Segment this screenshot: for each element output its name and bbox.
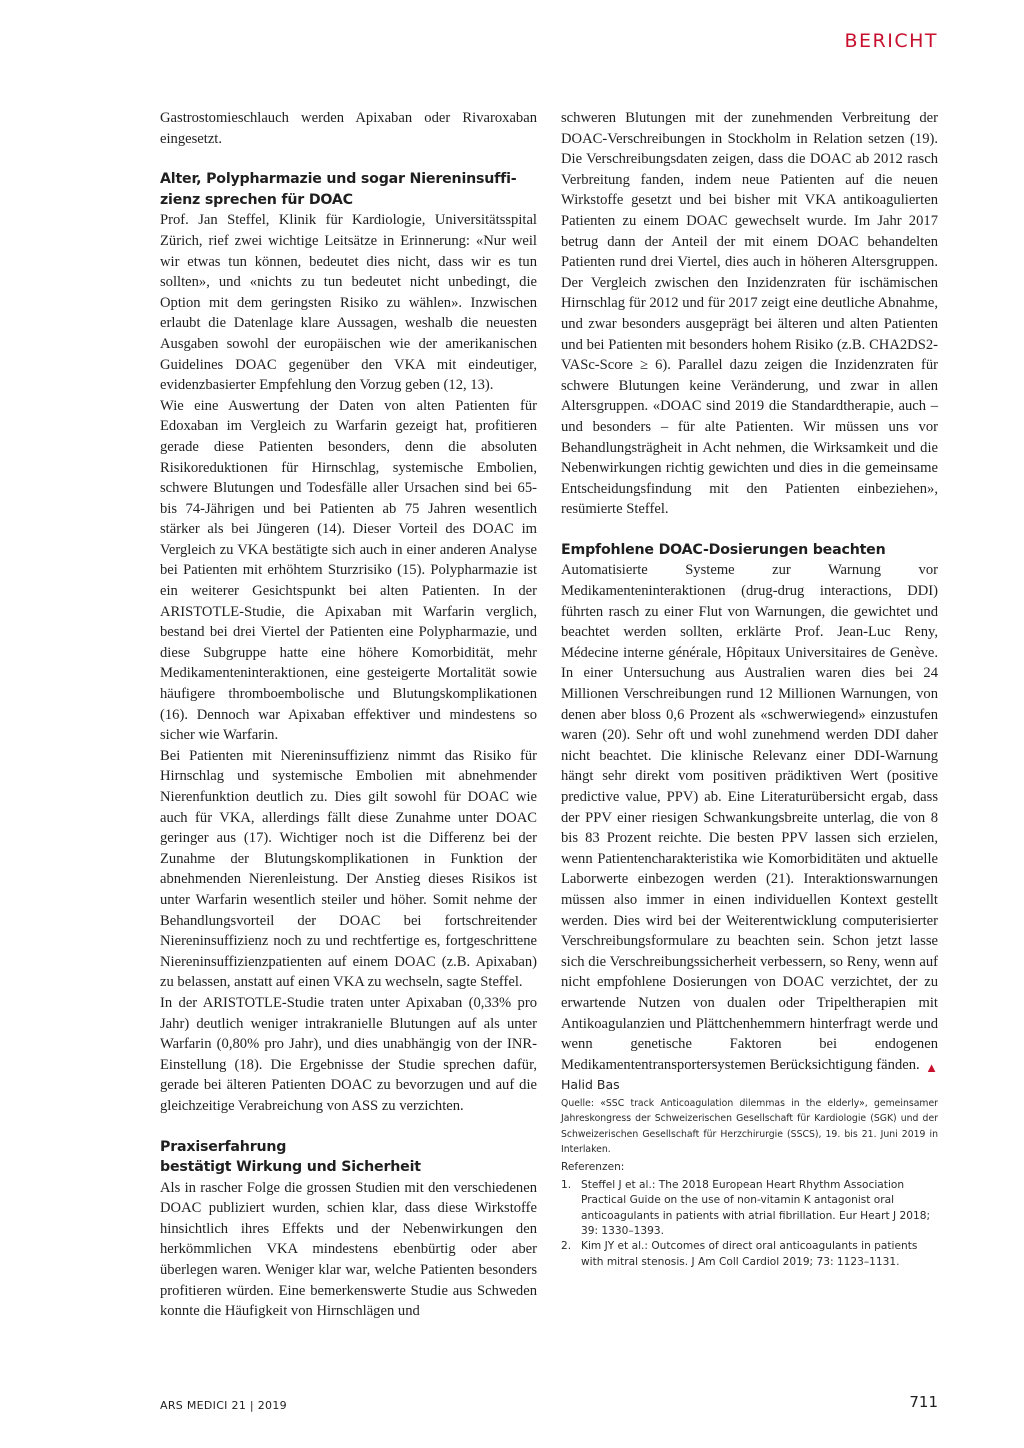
- section-heading: [160, 169, 537, 210]
- paragraph-text: Automatisierte Systeme zur Warnung vor Medikamenteninteraktionen (drug-drug interactions, DDI) führten rasch zu einer Flut von Warnungen, die gewichtet und beachtet werden sollten, erklärte Prof. Jean-Luc Reny, Médecine interne générale, Hôpitaux Universitaires de Genève. In einer Untersuchung aus Australien waren dies bei 24 Millionen Verschreibungen rund 12 Millionen Warnungen, von denen aber bloss 0,6 Prozent als «schwerwiegend» einzustufen waren (20). Sehr oft und wohl zunehmend werden DDI daher nicht beachtet. Die klinische Relevanz einer DDI-Warnung hängt sehr direkt vom positiven prädiktiven Wert (positive predictive value, PPV) ab. Eine Literaturübersicht ergab, dass der PPV einer riesigen Schwankungsbreite unterlag, die von 8 bis 83 Prozent reichte. Die besten PPV lassen sich erzielen, wenn Patientencharakteristika wie Komorbiditäten und aktuelle Laborwerte einbezogen werden (21). Interaktionswarnungen müssen also immer in einen individuellen Kontext gestellt werden. Dies wird bei der Weiterentwicklung computerisierter Verschreibungsformulare zu beachten sein. Schon jetzt lasse sich die Verschreibungssicherheit verbessern, so Reny, wenn auf nicht empfohlene Dosierungen von DOAC verzichtet, der zu erwartende Nutzen von dualen oder Tripeltherapien mit Antikoagulanzien und Plättchenhemmern hinterfragt werde und wenn genetische Faktoren bei endogenen Medikamententransportersystemen Berücksichtigung fänden.: [561, 562, 938, 1073]
- page-number: 711: [909, 1393, 938, 1411]
- heading-line: bestätigt Wirkung und Sicherheit: [160, 1159, 421, 1176]
- paragraph: schweren Blutungen mit der zunehmenden Verbreitung der DOAC-Verschreibungen in Stockholm in Relation setzen (19). Die Verschreibungsdaten zeigen, dass die DOAC ab 2012 rasch Verbreitung fanden, indem neue Patienten auf die neuen Wirkstoffe gesetzt und bei bisher mit VKA antikoagulierten Patienten zu einem DOAC gewechselt wurde. Im Jahr 2017 betrug dann der Anteil der mit einem DOAC behandelten Patienten rund drei Viertel, dies auch in höheren Altersgruppen. Der Vergleich zwischen den Inzidenzraten für ischämischen Hirnschlag für 2012 und für 2017 zeigt eine deutliche Abnahme, und zwar besonders ausgeprägt bei älteren und alten Patienten und bei Patienten mit besonders hohem Risiko (z.B. CHA2DS2-VASc-Score ≥ 6). Parallel dazu zeigen die Inzidenzraten für schwere Blutungen keine Veränderung, und zwar in allen Altersgruppen. «DOAC sind 2019 die Standardtherapie, auch – und besonders – für alte Patienten. Wir müssen uns vor Behandlungsträgheit in Acht nehmen, die Wirksamkeit und die Nebenwirkungen richtig gewichten und dies in die gemeinsame Entscheidungsfindung mit den Patienten einbeziehen», resümierte Steffel.: [561, 110, 938, 518]
- source-note: Quelle: «SSC track Anticoagulation dilemmas in the elderly», gemeinsamer Jahreskongress der Schweizerischen Gesellschaft für Kardiologie (SGK) und der Schweizerischen Gesellschaft für Herzchirurgie (SSCS), 19. bis 21. Juni 2019 in Interlaken.: [561, 1097, 938, 1155]
- references-list: [561, 1178, 938, 1270]
- left-column: [160, 108, 537, 1322]
- references-title: Referenzen:: [561, 1161, 625, 1174]
- paragraph: Als in rascher Folge die grossen Studien mit den verschiedenen DOAC publiziert wurden, schien klar, dass diese Wirkstoffe hinsichtlich ihres Effekts und der Nebenwirkungen den herkömmlichen VKA mindestens ebenbürtig oder aber überlegen waren. Weniger klar war, welche Patienten besonders profitieren würden. Eine bemerkenswerte Studie aus Schweden konnte die Häufigkeit von Hirnschlägen und: [160, 1179, 537, 1320]
- end-triangle-icon: ▲: [925, 1059, 938, 1075]
- reference-text: Kim JY et al.: Outcomes of direct oral anticoagulants in patients with mitral stenosis. J Am Coll Cardiol 2019; 73: 1123–1131.: [581, 1240, 918, 1268]
- reference-item: [561, 1239, 938, 1270]
- section-heading: [160, 1137, 537, 1178]
- author-name: Halid Bas: [561, 1077, 620, 1093]
- section-label: BERICHT: [844, 30, 938, 52]
- paragraph: Bei Patienten mit Niereninsuffizienz nimmt das Risiko für Hirnschlag und systemische Embolien mit abnehmender Nierenfunktion deutlich zu. Dies gilt sowohl für DOAC wie auch für VKA, allerdings fällt diese Zunahme unter DOAC geringer aus (17). Wichtiger noch ist die Differenz bei der Zunahme der Blutungskomplikationen in Funktion der abnehmenden Nierenleistung. Der Anstieg dieses Risikos ist unter Warfarin wesentlich steiler und höher. Somit nehme der Behandlungsvorteil der DOAC bei fortschreitender Niereninsuffizienz noch zu und rechtfertige es, fortgeschrittene Niereninsuffizienzpatienten auf einem DOAC (z.B. Apixaban) zu belassen, anstatt auf einen VKA zu wechseln, sagte Steffel.: [160, 747, 537, 991]
- paragraph: In der ARISTOTLE-Studie traten unter Apixaban (0,33% pro Jahr) deutlich weniger intrakranielle Blutungen auf als unter Warfarin (0,80% pro Jahr), und dies unabhängig von der INR-Einstellung (18). Die Ergebnisse der Studie sprechen dafür, gerade bei älteren Patienten DOAC zu bevorzugen und auf die gleichzeitige Verabreichung von ASS zu verzichten.: [160, 994, 537, 1114]
- paragraph: Gastrostomieschlauch werden Apixaban oder Rivaroxaban eingesetzt.: [160, 110, 537, 147]
- heading-line: Alter, Polypharmazie und sogar Niereninsuffi-: [160, 171, 517, 188]
- section-heading: Empfohlene DOAC-Dosierungen beachten: [561, 541, 886, 558]
- right-column: [561, 108, 938, 1270]
- reference-number: 1.: [561, 1178, 572, 1191]
- reference-number: 2.: [561, 1240, 572, 1253]
- heading-line: Praxiserfahrung: [160, 1138, 287, 1155]
- paragraph: Prof. Jan Steffel, Klinik für Kardiologie, Universitätsspital Zürich, rief zwei wichtige Leitsätze in Erinnerung: «Nur weil wir etwas tun können, bedeutet dies nicht, dass wir es tun sollten», und «nichts zu tun bedeutet nicht unbedingt, die Option mit dem geringsten Risiko zu wählen». Inzwischen erlaubt die Datenlage klare Aussagen, weshalb die neuesten Ausgaben sowohl der europäischen wie der amerikanischen Guidelines DOAC gegenüber den VKA mit eindeutiger, evidenzbasierter Empfehlung den Vorzug geben (12, 13).: [160, 212, 537, 394]
- reference-text: Steffel J et al.: The 2018 European Heart Rhythm Association Practical Guide on the use of non-vitamin K antagonist oral anticoagulants in patients with atrial fibrillation. Eur Heart J 2018; 39: 1330–1393.: [581, 1178, 931, 1237]
- paragraph: [561, 560, 938, 1075]
- reference-item: [561, 1178, 938, 1240]
- heading-line: zienz sprechen für DOAC: [160, 191, 353, 208]
- paragraph: Wie eine Auswertung der Daten von alten Patienten für Edoxaban im Vergleich zu Warfarin gezeigt hat, profitieren gerade diese Patienten besonders, denn die absoluten Risikoreduktionen für Hirnschlag, systemische Embolien, schwere Blutungen und Todesfälle aller Ursachen sind bei 65- bis 74-Jährigen und bei Patienten ab 75 Jahren wesentlich stärker als bei Jüngeren (14). Dieser Vorteil des DOAC im Vergleich zu VKA bestätigte sich auch in einer anderen Analyse bei Patienten mit erhöhtem Sturzrisiko (15). Polypharmazie ist ein weiterer Gesichtspunkt bei alten Patienten. In der ARISTOTLE-Studie, die Apixaban mit Warfarin verglich, bestand bei drei Viertel der Patienten eine Polypharmazie, und diese Subgruppe hatte eine höhere Komorbidität, mehr Medikamenteninteraktionen, eine gesteigerte Mortalität sowie häufigere thromboembolische und Blutungskomplikationen (16). Dennoch war Apixaban effektiver und mindestens so sicher wie Warfarin.: [160, 397, 537, 744]
- journal-issue: ARS MEDICI 21 | 2019: [160, 1399, 287, 1412]
